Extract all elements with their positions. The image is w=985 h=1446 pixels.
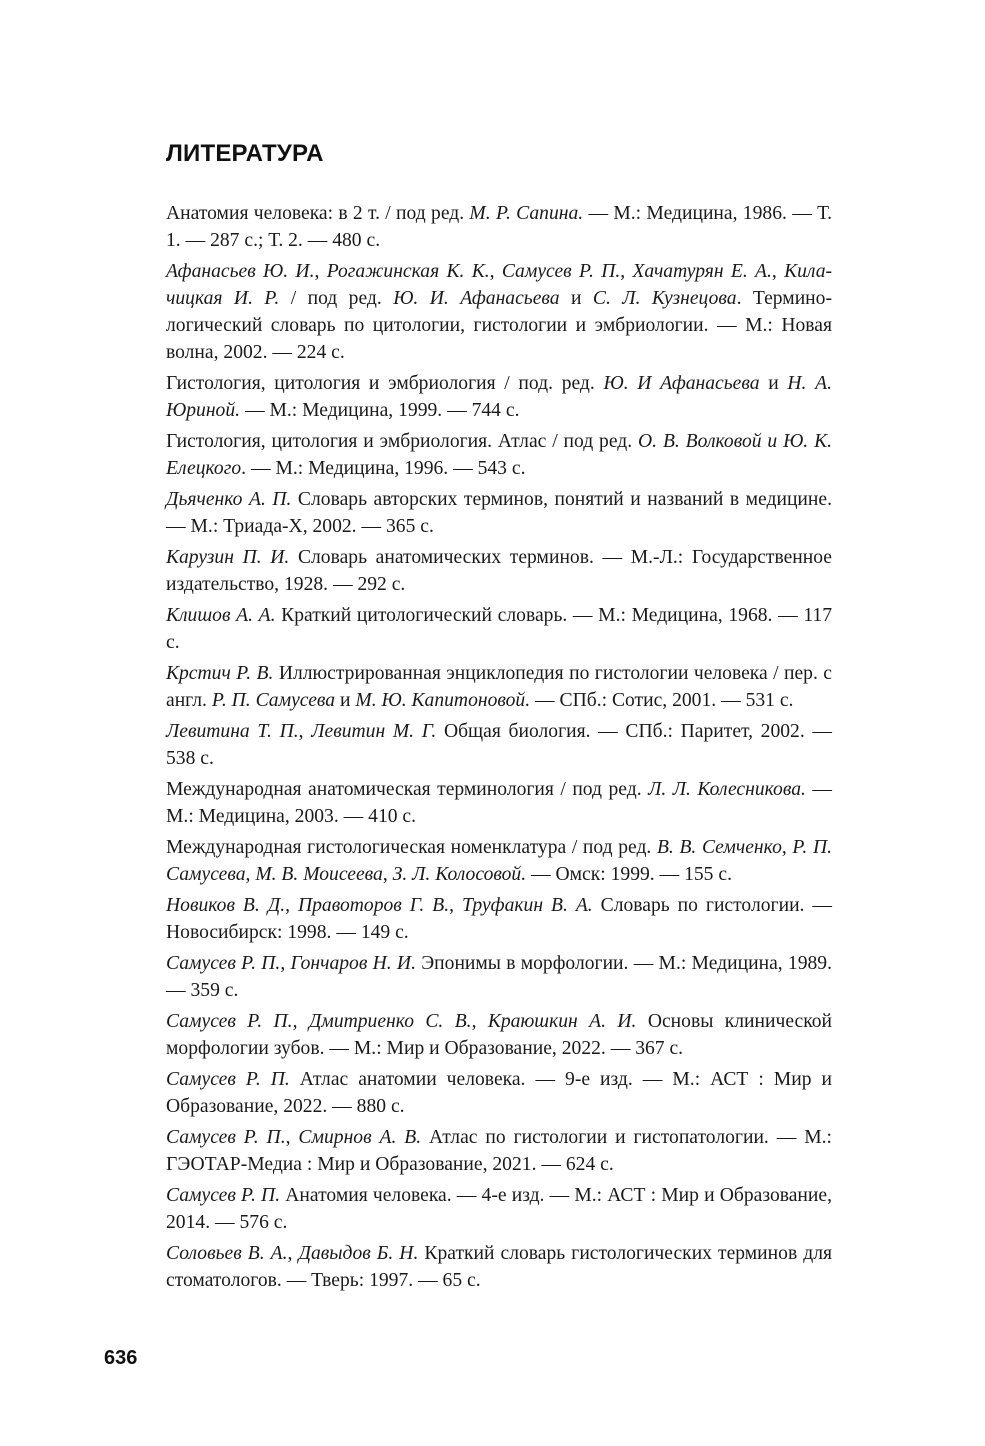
reference-author: Рогажинская К. К.	[326, 261, 490, 282]
reference-author: Левитин М. Г.	[311, 721, 437, 742]
reference-entry	[166, 776, 832, 830]
reference-author: Смирнов А. В.	[298, 1127, 422, 1148]
reference-entry	[166, 428, 832, 482]
reference-text: Краткий словарь гистологических терминов для стоматологов. — Тверь: 1997. — 65 с.	[166, 1243, 832, 1291]
reference-text: ,	[471, 1011, 488, 1032]
reference-text: — СПб.: Сотис, 2001. — 531 с.	[530, 690, 794, 711]
reference-entry	[166, 1124, 832, 1178]
reference-author: Дмитриенко С. В.	[308, 1011, 472, 1032]
reference-author: М. В. Моисеева	[255, 864, 383, 885]
reference-author: Клишов А. А.	[166, 605, 276, 626]
reference-text: ,	[489, 261, 502, 282]
reference-entry	[166, 1240, 832, 1294]
reference-author: Самусев Р. П.	[166, 953, 281, 974]
reference-entry	[166, 1066, 832, 1120]
reference-text: Основы клинической морфологии зубов. — М.: Мир и Образование, 2022. — 367 с.	[166, 1011, 833, 1059]
reference-text: ,	[620, 261, 633, 282]
reference-author: Новиков В. Д.	[166, 895, 286, 916]
reference-entry	[166, 258, 832, 366]
reference-text: Гистология, цитология и эмбриология / под. ред.	[166, 373, 604, 394]
reference-text: — М.: Медицина, 1986. — Т. 1. — 287 с.; Т. 2. — 480 с.	[166, 203, 832, 251]
reference-text: ,	[382, 864, 393, 885]
reference-text: ,	[781, 837, 793, 858]
reference-author: Л. Л. Колесникова.	[648, 779, 806, 800]
reference-author: Давыдов Б. Н.	[298, 1243, 419, 1264]
reference-entry	[166, 1182, 832, 1236]
reference-entry	[166, 1008, 832, 1062]
reference-text: Международная гистологическая номенклатура / под ред.	[166, 837, 657, 858]
reference-entry	[166, 718, 832, 772]
reference-text: Атлас анатомии человека. — 9-е изд. — М.: АСТ : Мир и Образование, 2022. — 880 с.	[166, 1069, 832, 1117]
reference-text: ,	[449, 895, 463, 916]
reference-author: Афанасьев Ю. И.	[166, 261, 315, 282]
reference-author: Труфакин В. А.	[462, 895, 593, 916]
reference-text: ,	[298, 721, 312, 742]
reference-author: Ю. И Афанасьева	[603, 373, 760, 394]
reference-text: Словарь по гистологии. — Новосибирск: 1998. — 149 с.	[166, 895, 833, 943]
reference-text: . — М.: Медицина, 1996. — 543 с.	[241, 458, 526, 479]
reference-author: З. Л. Колосовой.	[392, 864, 527, 885]
reference-text: Иллюстрированная энциклопедия по гистологии человека / пер. с англ.	[166, 663, 832, 711]
reference-author: Килачицкая И. Р.	[166, 261, 833, 309]
reference-text: Эпонимы в морфологии. — М.: Медицина, 1989. — 359 с.	[166, 953, 833, 1001]
reference-text: Международная анатомическая терминология / под ред.	[166, 779, 649, 800]
reference-author: О. В. Волковой и Ю. К. Елецкого	[166, 431, 832, 479]
reference-entry	[166, 950, 832, 1004]
reference-text: ,	[285, 1127, 299, 1148]
reference-author: Соловьев В. А.	[166, 1243, 288, 1264]
reference-author: Крстич Р. В.	[166, 663, 274, 684]
reference-author: Дьяченко А. П.	[166, 489, 292, 510]
reference-author: Карузин П. И.	[166, 547, 290, 568]
reference-entry	[166, 486, 832, 540]
reference-author: Р. П. Самусева	[166, 837, 832, 885]
reference-text: Словарь авторских терминов, понятий и названий в медицине. — М.: Триада-Х, 2002. — 365 с.	[166, 489, 832, 537]
reference-author: Краюшкин А. И.	[487, 1011, 637, 1032]
reference-entry	[166, 200, 832, 254]
reference-text: Анатомия человека: в 2 т. / под ред.	[166, 203, 470, 224]
reference-entry	[166, 660, 832, 714]
reference-text: ,	[771, 261, 785, 282]
page-title: ЛИТЕРАТУРА	[166, 140, 324, 168]
reference-author: Правоторов Г. В.	[297, 895, 450, 916]
reference-text: и	[559, 288, 593, 309]
reference-author: Хачатурян Е. А.	[632, 261, 772, 282]
reference-author: Самусев Р. П.	[166, 1011, 293, 1032]
reference-entry	[166, 544, 832, 598]
reference-text: / под ред.	[279, 288, 394, 309]
reference-entry	[166, 892, 832, 946]
reference-text: Словарь анатомических терминов. — М.-Л.: Государственное издательство, 1928. — 292 с.	[166, 547, 832, 595]
reference-text: — М.: Медицина, 2003. — 410 с.	[166, 779, 832, 827]
reference-author: Самусев Р. П.	[166, 1127, 286, 1148]
reference-author: В. В. Семченко	[656, 837, 782, 858]
reference-author: С. Л. Кузнецова	[592, 288, 737, 309]
reference-author: Р. П. Самусева	[211, 690, 336, 711]
reference-author: Самусев Р. П.	[166, 1185, 281, 1206]
reference-text: ,	[245, 864, 256, 885]
reference-text: ,	[314, 261, 327, 282]
reference-list	[166, 200, 832, 1298]
reference-text: Общая биология. — СПб.: Паритет, 2002. — 538 с.	[166, 721, 832, 769]
reference-text: Гистология, цитология и эмбриология. Атлас / под ред.	[166, 431, 639, 452]
reference-author: М. Ю. Капитоновой.	[355, 690, 531, 711]
reference-author: М. Р. Сапина.	[469, 203, 584, 224]
reference-author: Левитина Т. П.	[166, 721, 299, 742]
reference-text: и	[759, 373, 788, 394]
reference-entry	[166, 834, 832, 888]
reference-text: Краткий цитологический словарь. — М.: Медицина, 1968. — 117 с.	[166, 605, 832, 653]
reference-text: ,	[292, 1011, 309, 1032]
reference-text: ,	[287, 1243, 299, 1264]
reference-entry	[166, 370, 832, 424]
reference-text: ,	[280, 953, 291, 974]
reference-author: Гончаров Н. И.	[290, 953, 416, 974]
reference-author: Самусев Р. П.	[501, 261, 621, 282]
page-number: 636	[104, 1347, 138, 1369]
reference-text: — Омск: 1999. — 155 с.	[526, 864, 732, 885]
reference-entry	[166, 602, 832, 656]
reference-text: . Терминологический словарь по цитологии, гистологии и эмбриологии. — М.: Новая волна, 2002. — 224 с.	[166, 288, 832, 363]
reference-text: — М.: Медицина, 1999. — 744 с.	[240, 400, 520, 421]
reference-author: Ю. И. Афанасьева	[393, 288, 560, 309]
reference-text: Анатомия человека. — 4-е изд. — М.: АСТ : Мир и Образование, 2014. — 576 с.	[166, 1185, 833, 1233]
reference-text: Атлас по гистологии и гистопатологии. — М.: ГЭОТАР-Медиа : Мир и Образование, 2021. — 624 с.	[166, 1127, 832, 1175]
reference-text: ,	[285, 895, 298, 916]
reference-author: Самусев Р. П.	[166, 1069, 290, 1090]
reference-text: и	[335, 690, 356, 711]
reference-author: Н. А. Юриной.	[166, 373, 832, 421]
